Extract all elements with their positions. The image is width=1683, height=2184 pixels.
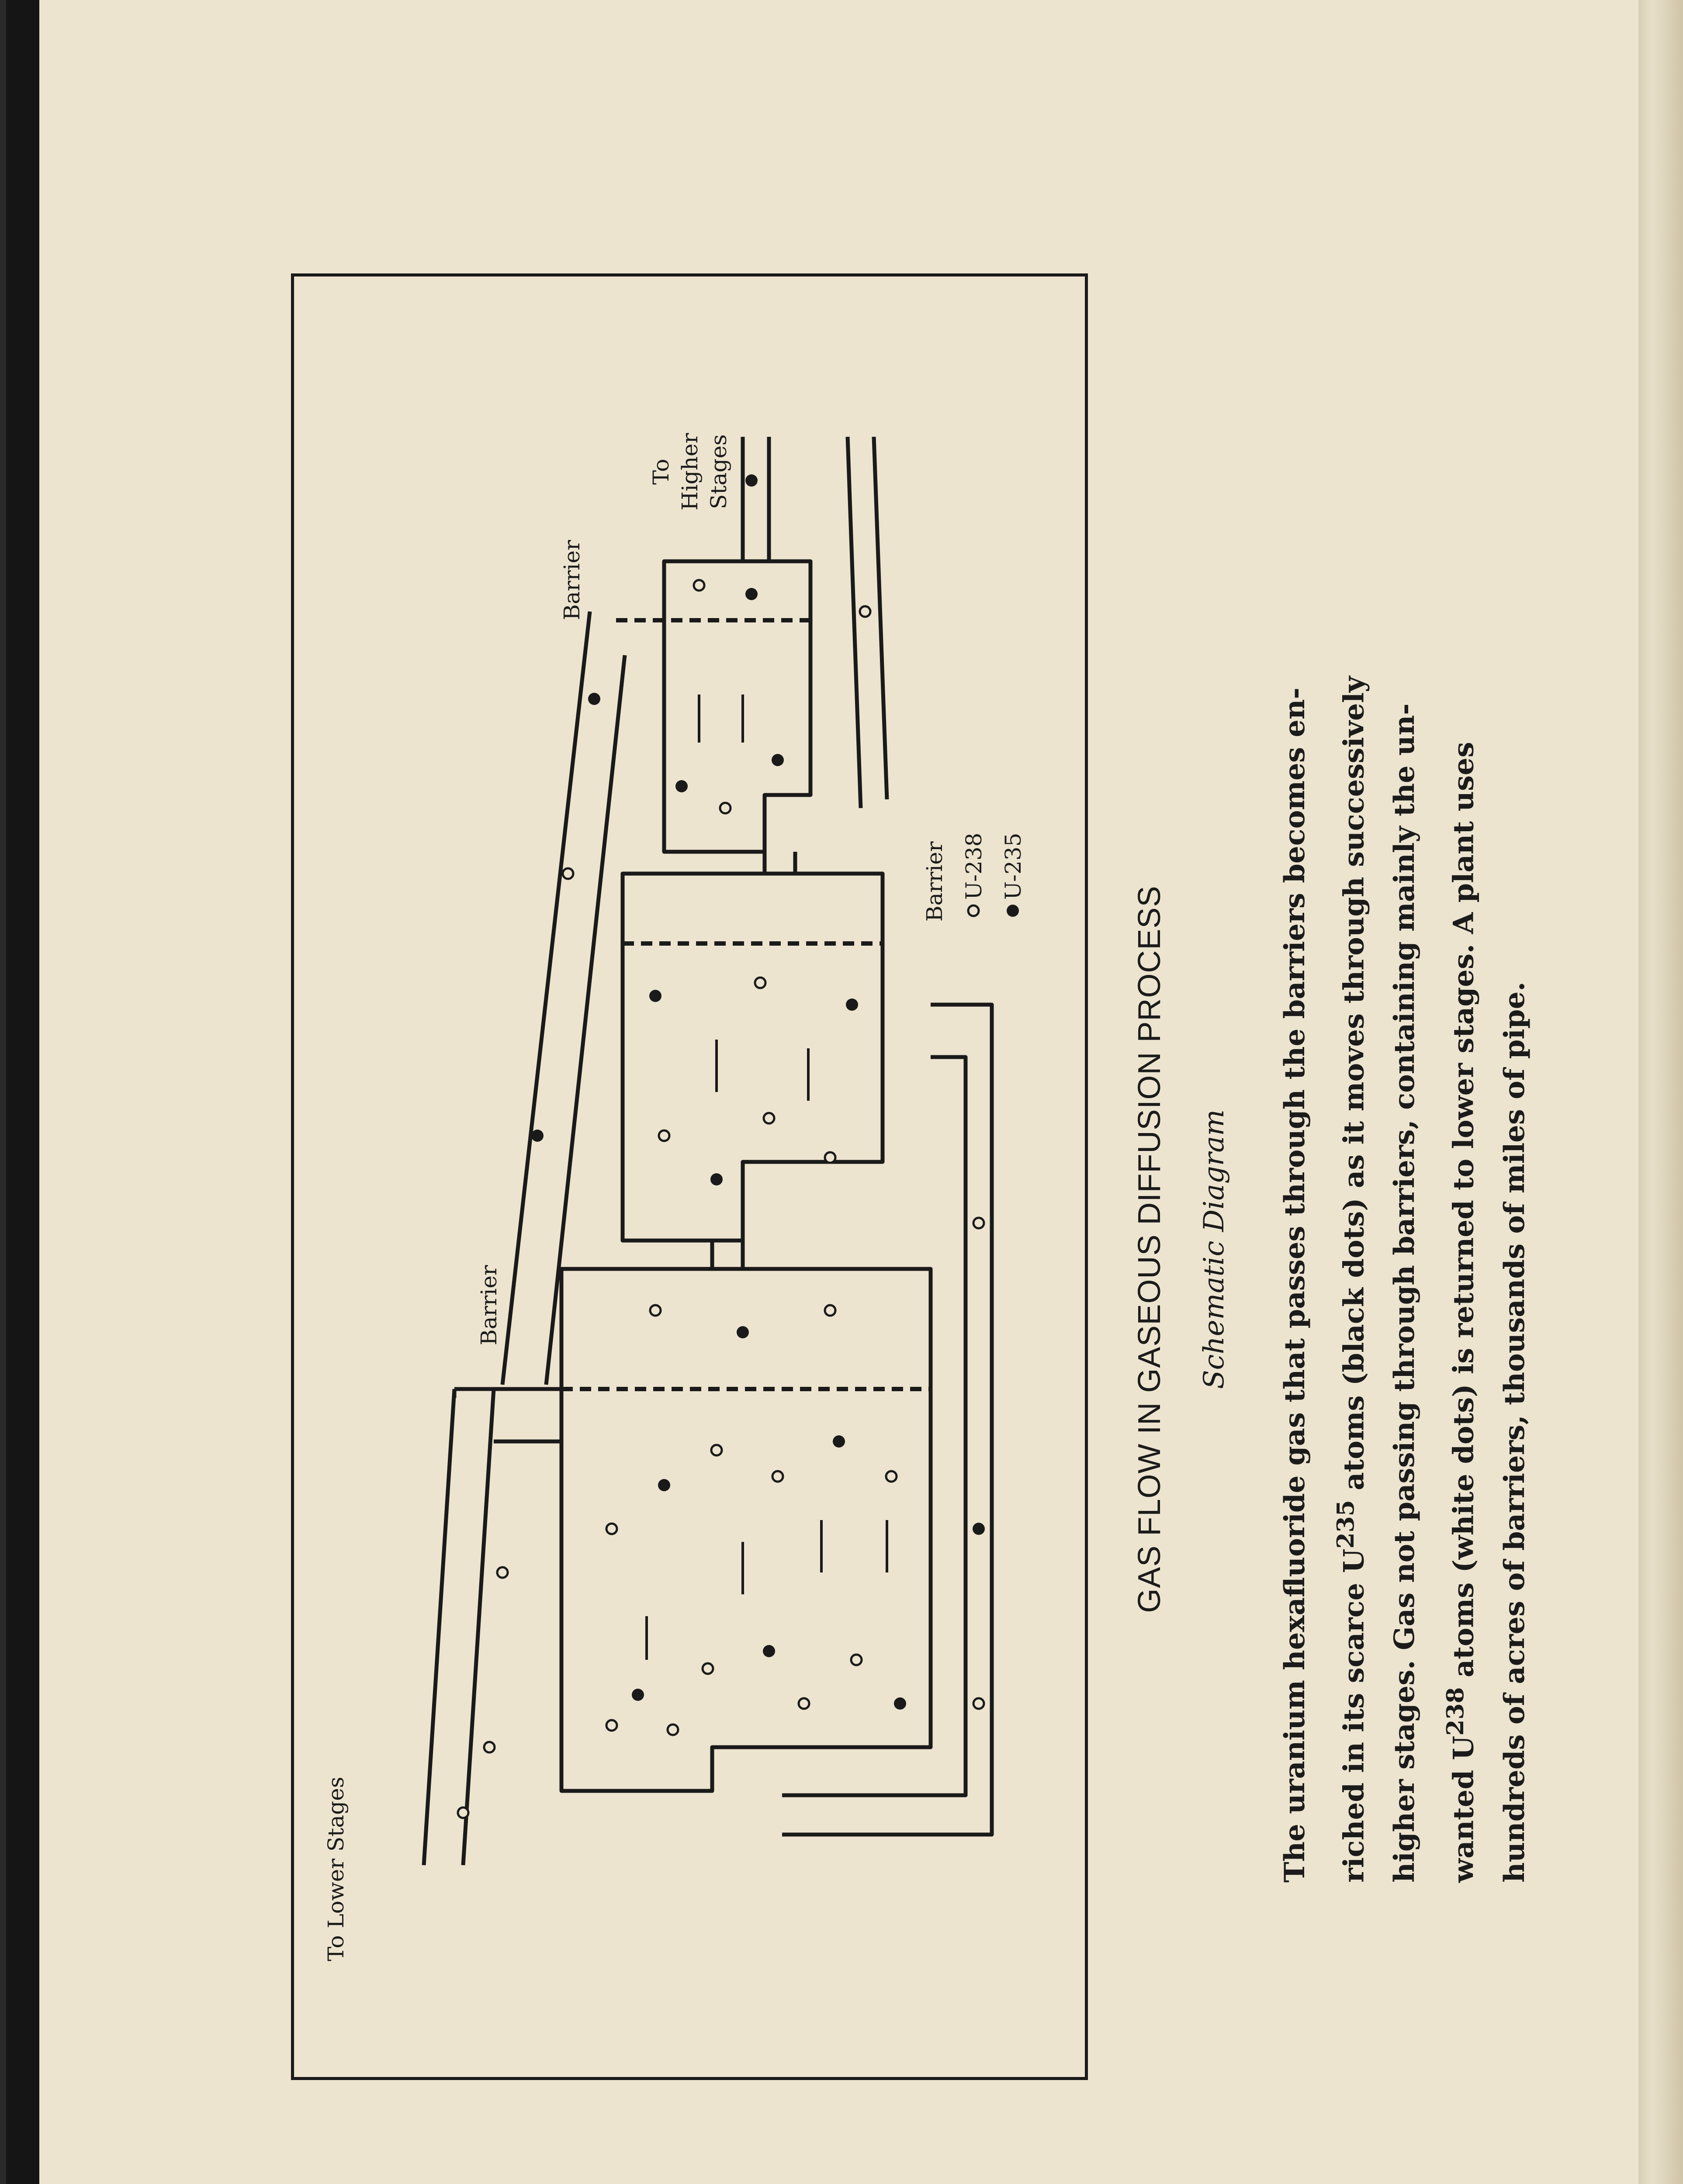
caption-line-2-sup: 235 <box>1332 1500 1359 1549</box>
legend-u235: U-235 <box>1001 833 1026 900</box>
label-to-higher-line-1: To <box>648 459 674 485</box>
label-to-lower-stages: To Lower Stages <box>323 1776 349 1961</box>
caption-line-5: hundreds of acres of barriers, thousands of miles of pipe. <box>1498 981 1531 1883</box>
legend-black-dot <box>1007 905 1019 917</box>
caption-line-1: The uranium hexafluoride gas that passes through the barriers becomes en- <box>1278 688 1311 1883</box>
caption-line-4b: atoms (white dots) is returned to lower stages. A plant uses <box>1447 742 1480 1687</box>
caption-line-2a: riched in its scarce U <box>1337 1548 1371 1883</box>
caption-line-2b: atoms (black dots) as it moves through successively <box>1337 676 1371 1500</box>
caption-line-3: higher stages. Gas not passing through barriers, containing mainly the un- <box>1388 703 1421 1883</box>
caption-subtitle: Schematic Diagram <box>1198 1109 1230 1389</box>
caption-title: GAS FLOW IN GASEOUS DIFFUSION PROCESS <box>1132 885 1167 1613</box>
label-to-higher-line-2: Higher <box>677 433 703 511</box>
legend-u238: U-238 <box>961 833 987 900</box>
molecule-dots <box>458 474 985 1818</box>
stage-2-chamber <box>623 874 883 1241</box>
right-return-pipe <box>782 1005 992 1835</box>
caption-body <box>1270 179 1540 1883</box>
legend-white-dot <box>968 905 979 916</box>
caption-line-4 <box>1430 179 1489 1883</box>
caption-line-4-sup: 238 <box>1441 1687 1469 1736</box>
caption-line-2 <box>1320 179 1379 1883</box>
label-barrier-1: Barrier <box>476 1265 502 1345</box>
label-barrier-2: Barrier <box>922 841 947 922</box>
connector-pipe-1 <box>712 1241 743 1269</box>
label-to-higher-line-3: Stages <box>706 434 731 509</box>
connector-pipe-2 <box>765 852 795 874</box>
label-to-higher-stages <box>647 406 733 537</box>
caption-line-4a: wanted U <box>1447 1735 1480 1883</box>
label-barrier-3: Barrier <box>559 540 585 620</box>
caption <box>1132 616 1540 1883</box>
stage-3-chamber <box>664 561 810 852</box>
pipe-to-lower-stages <box>424 1389 561 1865</box>
